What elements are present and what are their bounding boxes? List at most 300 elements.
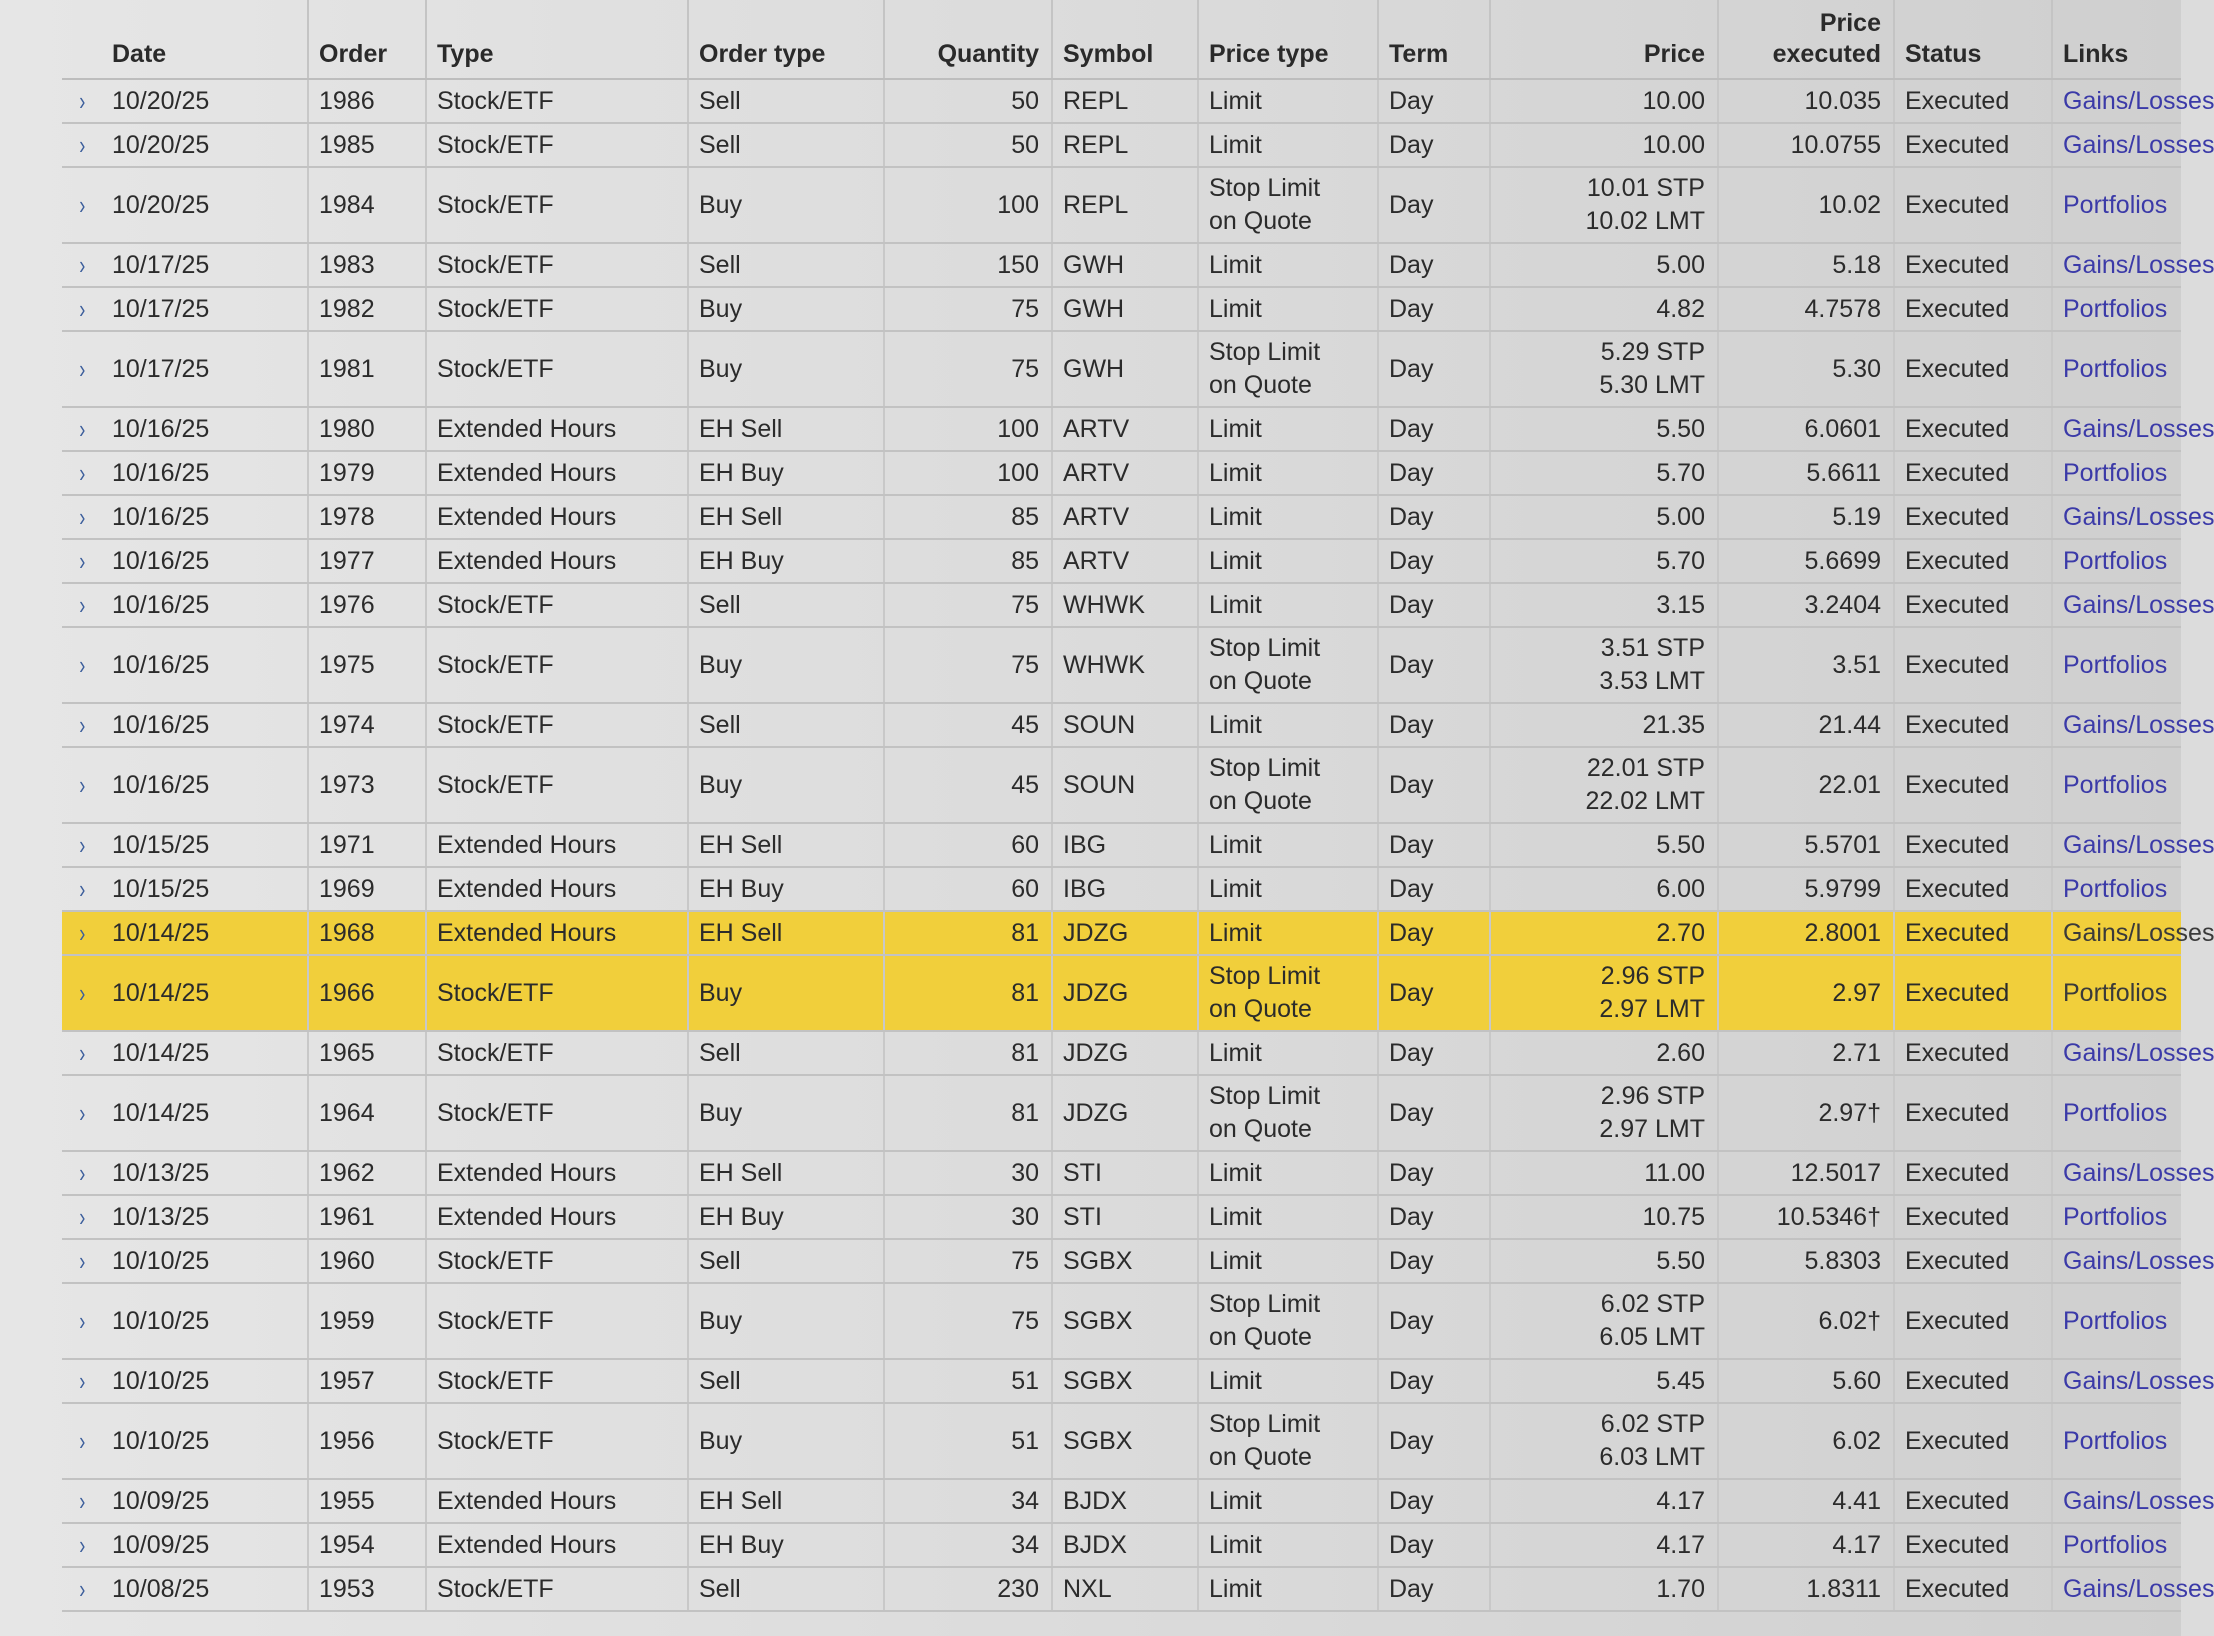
date-cell: 10/10/25	[102, 1403, 308, 1479]
row-link[interactable]: Portfolios	[2063, 294, 2168, 323]
expand-cell[interactable]	[62, 1075, 102, 1151]
row-link[interactable]: Gains/Losses	[2063, 1246, 2214, 1275]
column-header-symbol[interactable]: Symbol	[1052, 0, 1198, 79]
row-link[interactable]: Portfolios	[2063, 1098, 2168, 1127]
table-row[interactable]	[62, 583, 2181, 627]
chevron-right-icon[interactable]: ›	[78, 1245, 86, 1276]
price-type-line2: on Quote	[1209, 1443, 1312, 1471]
quantity-cell: 75	[884, 627, 1052, 703]
price-line2: 3.53 LMT	[1599, 667, 1705, 695]
price-cell	[1490, 1479, 1718, 1523]
price-executed-cell: 5.60	[1718, 1359, 1894, 1403]
order-type-cell: EH Sell	[688, 495, 884, 539]
term-cell: Day	[1378, 1075, 1490, 1151]
type-cell: Extended Hours	[426, 1479, 688, 1523]
price-type-cell	[1198, 1359, 1378, 1403]
chevron-right-icon[interactable]: ›	[78, 1097, 86, 1128]
expand-cell[interactable]	[62, 1031, 102, 1075]
expand-cell[interactable]	[62, 911, 102, 955]
chevron-right-icon[interactable]: ›	[78, 457, 86, 488]
price-cell	[1490, 1359, 1718, 1403]
table-row[interactable]	[62, 1523, 2181, 1567]
date-cell: 10/17/25	[102, 243, 308, 287]
quantity-cell: 75	[884, 1283, 1052, 1359]
chevron-right-icon[interactable]: ›	[78, 829, 86, 860]
expand-cell[interactable]	[62, 955, 102, 1031]
order-type-cell: Buy	[688, 955, 884, 1031]
price-executed-cell: 5.6699	[1718, 539, 1894, 583]
type-cell: Extended Hours	[426, 451, 688, 495]
chevron-right-icon[interactable]: ›	[78, 413, 86, 444]
chevron-right-icon[interactable]: ›	[78, 873, 86, 904]
symbol-cell: SGBX	[1052, 1359, 1198, 1403]
order-type-cell: EH Buy	[688, 451, 884, 495]
order-number-cell: 1979	[308, 451, 426, 495]
status-cell: Executed	[1894, 167, 2052, 243]
price-line1: 10.00	[1642, 86, 1705, 115]
term-cell: Day	[1378, 1359, 1490, 1403]
table-row[interactable]	[62, 1031, 2181, 1075]
row-link[interactable]: Gains/Losses	[2063, 710, 2214, 739]
table-row[interactable]	[62, 539, 2181, 583]
term-cell: Day	[1378, 407, 1490, 451]
expand-cell[interactable]	[62, 747, 102, 823]
price-cell	[1490, 495, 1718, 539]
price-type-line1: Limit	[1209, 502, 1262, 531]
price-line1: 21.35	[1642, 710, 1705, 739]
order-type-cell: Sell	[688, 1567, 884, 1611]
links-cell	[2052, 539, 2181, 583]
table-row[interactable]	[62, 627, 2181, 703]
price-type-line1: Limit	[1209, 1158, 1262, 1187]
row-link[interactable]: Gains/Losses	[2063, 830, 2214, 859]
price-line1: 3.15	[1656, 590, 1705, 619]
price-executed-cell: 6.02	[1718, 1403, 1894, 1479]
price-cell	[1490, 867, 1718, 911]
column-header-term[interactable]: Term	[1378, 0, 1490, 79]
expand-cell[interactable]	[62, 331, 102, 407]
column-header-status[interactable]: Status	[1894, 0, 2052, 79]
type-cell: Extended Hours	[426, 1523, 688, 1567]
price-line1: 4.82	[1656, 294, 1705, 323]
price-line2: 10.02 LMT	[1585, 207, 1705, 235]
chevron-right-icon[interactable]: ›	[78, 589, 86, 620]
price-cell	[1490, 79, 1718, 123]
price-executed-cell: 5.5701	[1718, 823, 1894, 867]
price-executed-cell: 4.17	[1718, 1523, 1894, 1567]
date-cell: 10/17/25	[102, 287, 308, 331]
chevron-right-icon[interactable]: ›	[78, 709, 86, 740]
date-cell: 10/20/25	[102, 167, 308, 243]
links-cell	[2052, 1283, 2181, 1359]
chevron-right-icon[interactable]: ›	[78, 1529, 86, 1560]
links-cell	[2052, 1523, 2181, 1567]
quantity-cell: 75	[884, 1239, 1052, 1283]
symbol-cell: BJDX	[1052, 1479, 1198, 1523]
order-number-cell: 1965	[308, 1031, 426, 1075]
row-link[interactable]: Portfolios	[2063, 1306, 2168, 1335]
type-cell: Extended Hours	[426, 1151, 688, 1195]
row-link[interactable]: Portfolios	[2063, 978, 2168, 1007]
order-number-cell: 1968	[308, 911, 426, 955]
price-cell	[1490, 167, 1718, 243]
table-row[interactable]	[62, 911, 2181, 955]
order-type-cell: Buy	[688, 167, 884, 243]
quantity-cell: 81	[884, 955, 1052, 1031]
expand-cell[interactable]	[62, 495, 102, 539]
table-row[interactable]	[62, 823, 2181, 867]
symbol-cell: JDZG	[1052, 955, 1198, 1031]
row-link[interactable]: Gains/Losses	[2063, 130, 2214, 159]
price-type-line1: Limit	[1209, 130, 1262, 159]
table-row[interactable]	[62, 1479, 2181, 1523]
expand-cell[interactable]	[62, 1479, 102, 1523]
chevron-right-icon[interactable]: ›	[78, 1157, 86, 1188]
row-link[interactable]: Portfolios	[2063, 650, 2168, 679]
type-cell: Stock/ETF	[426, 1075, 688, 1151]
row-link[interactable]: Gains/Losses	[2063, 590, 2214, 619]
date-cell: 10/10/25	[102, 1359, 308, 1403]
row-link[interactable]: Gains/Losses	[2063, 1574, 2214, 1603]
price-type-line1: Limit	[1209, 1486, 1262, 1515]
price-type-line1: Limit	[1209, 830, 1262, 859]
chevron-right-icon[interactable]: ›	[78, 501, 86, 532]
price-executed-cell: 5.6611	[1718, 451, 1894, 495]
row-link[interactable]: Gains/Losses	[2063, 1366, 2214, 1395]
price-cell	[1490, 407, 1718, 451]
symbol-cell: GWH	[1052, 287, 1198, 331]
price-line1: 5.50	[1656, 414, 1705, 443]
term-cell: Day	[1378, 451, 1490, 495]
price-type-line2: on Quote	[1209, 787, 1312, 815]
table-row[interactable]	[62, 407, 2181, 451]
expand-cell[interactable]	[62, 407, 102, 451]
price-executed-cell: 3.51	[1718, 627, 1894, 703]
price-type-line1: Limit	[1209, 546, 1262, 575]
order-number-cell: 1959	[308, 1283, 426, 1359]
expand-cell[interactable]	[62, 123, 102, 167]
expand-cell[interactable]	[62, 167, 102, 243]
table-row[interactable]	[62, 1403, 2181, 1479]
expand-cell[interactable]	[62, 867, 102, 911]
price-type-line1: Limit	[1209, 918, 1262, 947]
table-row[interactable]	[62, 747, 2181, 823]
expand-cell[interactable]	[62, 1283, 102, 1359]
chevron-right-icon[interactable]: ›	[78, 545, 86, 576]
chevron-right-icon[interactable]: ›	[78, 917, 86, 948]
price-executed-cell: 5.18	[1718, 243, 1894, 287]
chevron-right-icon[interactable]: ›	[78, 649, 86, 680]
expand-cell[interactable]	[62, 1151, 102, 1195]
quantity-cell: 85	[884, 539, 1052, 583]
order-number-cell: 1953	[308, 1567, 426, 1611]
type-cell: Extended Hours	[426, 911, 688, 955]
expand-cell[interactable]	[62, 539, 102, 583]
price-type-cell	[1198, 1479, 1378, 1523]
date-cell: 10/16/25	[102, 747, 308, 823]
chevron-right-icon[interactable]: ›	[78, 977, 86, 1008]
table-row[interactable]	[62, 1567, 2181, 1611]
chevron-right-icon[interactable]: ›	[78, 769, 86, 800]
expand-cell[interactable]	[62, 79, 102, 123]
type-cell: Stock/ETF	[426, 1031, 688, 1075]
expand-cell[interactable]	[62, 1359, 102, 1403]
date-cell: 10/14/25	[102, 955, 308, 1031]
table-row[interactable]	[62, 1239, 2181, 1283]
price-line1: 5.00	[1656, 502, 1705, 531]
price-cell	[1490, 747, 1718, 823]
row-link[interactable]: Gains/Losses	[2063, 86, 2214, 115]
price-type-cell	[1198, 1403, 1378, 1479]
status-cell: Executed	[1894, 911, 2052, 955]
quantity-cell: 75	[884, 583, 1052, 627]
column-header-date[interactable]: Date	[102, 0, 308, 79]
expand-cell[interactable]	[62, 451, 102, 495]
order-type-cell: EH Sell	[688, 407, 884, 451]
column-header-quantity[interactable]: Quantity	[884, 0, 1052, 79]
column-header-type[interactable]: Type	[426, 0, 688, 79]
price-type-line1: Limit	[1209, 86, 1262, 115]
price-executed-cell: 1.8311	[1718, 1567, 1894, 1611]
price-type-line1: Limit	[1209, 1366, 1262, 1395]
quantity-cell: 100	[884, 407, 1052, 451]
links-cell	[2052, 407, 2214, 451]
price-type-cell	[1198, 167, 1378, 243]
row-link[interactable]: Gains/Losses	[2063, 250, 2214, 279]
quantity-cell: 45	[884, 747, 1052, 823]
table-row[interactable]	[62, 451, 2181, 495]
price-cell	[1490, 1195, 1718, 1239]
date-cell: 10/20/25	[102, 79, 308, 123]
price-line1: 4.17	[1656, 1530, 1705, 1559]
table-row[interactable]	[62, 243, 2181, 287]
date-cell: 10/15/25	[102, 823, 308, 867]
price-line1: 5.70	[1656, 546, 1705, 575]
price-line1: 5.00	[1656, 250, 1705, 279]
term-cell: Day	[1378, 1031, 1490, 1075]
chevron-right-icon[interactable]: ›	[78, 1365, 86, 1396]
row-link[interactable]: Portfolios	[2063, 190, 2168, 219]
chevron-right-icon[interactable]: ›	[78, 129, 86, 160]
expand-cell[interactable]	[62, 1239, 102, 1283]
price-cell	[1490, 451, 1718, 495]
status-cell: Executed	[1894, 1031, 2052, 1075]
status-cell: Executed	[1894, 243, 2052, 287]
price-executed-cell: 2.97	[1718, 955, 1894, 1031]
price-cell	[1490, 243, 1718, 287]
price-type-cell	[1198, 331, 1378, 407]
price-type-line1: Stop Limit	[1209, 754, 1321, 782]
table-row[interactable]	[62, 287, 2181, 331]
table-row[interactable]	[62, 1075, 2181, 1151]
price-cell	[1490, 823, 1718, 867]
row-link[interactable]: Portfolios	[2063, 1202, 2168, 1231]
table-row[interactable]	[62, 167, 2181, 243]
table-row[interactable]	[62, 331, 2181, 407]
type-cell: Stock/ETF	[426, 1567, 688, 1611]
order-type-cell: EH Sell	[688, 823, 884, 867]
chevron-right-icon[interactable]: ›	[78, 1425, 86, 1456]
expand-cell[interactable]	[62, 583, 102, 627]
column-header-order[interactable]: Order	[308, 0, 426, 79]
chevron-right-icon[interactable]: ›	[78, 1305, 86, 1336]
links-cell	[2052, 1479, 2214, 1523]
price-executed-cell: 5.30	[1718, 331, 1894, 407]
table-row[interactable]	[62, 955, 2181, 1031]
row-link[interactable]: Portfolios	[2063, 546, 2168, 575]
price-line1: 10.01 STP	[1586, 174, 1705, 202]
expand-cell[interactable]	[62, 823, 102, 867]
status-cell: Executed	[1894, 583, 2052, 627]
chevron-right-icon[interactable]: ›	[78, 1485, 86, 1516]
price-type-cell	[1198, 1031, 1378, 1075]
table-row[interactable]	[62, 867, 2181, 911]
table-row[interactable]	[62, 123, 2181, 167]
table-row[interactable]	[62, 1359, 2181, 1403]
expand-cell[interactable]	[62, 243, 102, 287]
chevron-right-icon[interactable]: ›	[78, 249, 86, 280]
expand-cell[interactable]	[62, 1195, 102, 1239]
price-line1: 2.96 STP	[1600, 962, 1705, 990]
order-rows	[62, 79, 2214, 1611]
expand-cell[interactable]	[62, 1567, 102, 1611]
expand-header	[62, 0, 102, 79]
date-cell: 10/14/25	[102, 1075, 308, 1151]
quantity-cell: 30	[884, 1151, 1052, 1195]
row-link[interactable]: Gains/Losses	[2063, 918, 2214, 947]
expand-cell[interactable]	[62, 627, 102, 703]
price-line1: 10.00	[1642, 130, 1705, 159]
expand-cell[interactable]	[62, 703, 102, 747]
price-type-cell	[1198, 867, 1378, 911]
row-link[interactable]: Portfolios	[2063, 458, 2168, 487]
row-link[interactable]: Portfolios	[2063, 770, 2168, 799]
price-type-line2: on Quote	[1209, 371, 1312, 399]
order-type-cell: Sell	[688, 1239, 884, 1283]
row-link[interactable]: Gains/Losses	[2063, 1038, 2214, 1067]
row-link[interactable]: Gains/Losses	[2063, 1158, 2214, 1187]
date-cell: 10/13/25	[102, 1151, 308, 1195]
chevron-right-icon[interactable]: ›	[78, 1573, 86, 1604]
status-cell: Executed	[1894, 823, 2052, 867]
table-row[interactable]	[62, 1283, 2181, 1359]
price-type-cell	[1198, 407, 1378, 451]
row-link[interactable]: Portfolios	[2063, 354, 2168, 383]
type-cell: Stock/ETF	[426, 1359, 688, 1403]
order-type-cell: EH Buy	[688, 1523, 884, 1567]
status-cell: Executed	[1894, 79, 2052, 123]
status-cell: Executed	[1894, 1195, 2052, 1239]
links-cell	[2052, 79, 2214, 123]
date-cell: 10/10/25	[102, 1239, 308, 1283]
column-header-price-executed[interactable]: Price executed	[1718, 0, 1894, 79]
symbol-cell: STI	[1052, 1151, 1198, 1195]
order-number-cell: 1974	[308, 703, 426, 747]
status-cell: Executed	[1894, 539, 2052, 583]
table-row[interactable]	[62, 1151, 2181, 1195]
chevron-right-icon[interactable]: ›	[78, 1201, 86, 1232]
date-cell: 10/09/25	[102, 1479, 308, 1523]
price-cell	[1490, 1075, 1718, 1151]
links-cell	[2052, 1031, 2214, 1075]
date-cell: 10/20/25	[102, 123, 308, 167]
symbol-cell: WHWK	[1052, 583, 1198, 627]
order-type-cell: Sell	[688, 1359, 884, 1403]
price-type-cell	[1198, 287, 1378, 331]
type-cell: Stock/ETF	[426, 955, 688, 1031]
price-line1: 6.00	[1656, 874, 1705, 903]
column-header-order-type[interactable]: Order type	[688, 0, 884, 79]
table-row[interactable]	[62, 1195, 2181, 1239]
chevron-right-icon[interactable]: ›	[78, 1037, 86, 1068]
chevron-right-icon[interactable]: ›	[78, 85, 86, 116]
links-cell	[2052, 823, 2214, 867]
quantity-cell: 30	[884, 1195, 1052, 1239]
price-type-line2: on Quote	[1209, 995, 1312, 1023]
type-cell: Stock/ETF	[426, 287, 688, 331]
status-cell: Executed	[1894, 451, 2052, 495]
row-link[interactable]: Gains/Losses	[2063, 1486, 2214, 1515]
row-link[interactable]: Gains/Losses	[2063, 502, 2214, 531]
date-cell: 10/17/25	[102, 331, 308, 407]
price-type-cell	[1198, 451, 1378, 495]
column-header-price-type[interactable]: Price type	[1198, 0, 1378, 79]
expand-cell[interactable]	[62, 1523, 102, 1567]
row-link[interactable]: Portfolios	[2063, 1426, 2168, 1455]
order-number-cell: 1984	[308, 167, 426, 243]
chevron-right-icon[interactable]: ›	[78, 353, 86, 384]
table-row[interactable]	[62, 703, 2181, 747]
price-type-cell	[1198, 1567, 1378, 1611]
links-cell	[2052, 331, 2181, 407]
row-link[interactable]: Portfolios	[2063, 1530, 2168, 1559]
term-cell: Day	[1378, 1403, 1490, 1479]
quantity-cell: 50	[884, 123, 1052, 167]
term-cell: Day	[1378, 1479, 1490, 1523]
price-line1: 1.70	[1656, 1574, 1705, 1603]
date-cell: 10/16/25	[102, 539, 308, 583]
chevron-right-icon[interactable]: ›	[78, 293, 86, 324]
price-line2: 5.30 LMT	[1599, 371, 1705, 399]
order-type-cell: Buy	[688, 627, 884, 703]
symbol-cell: JDZG	[1052, 911, 1198, 955]
date-cell: 10/14/25	[102, 1031, 308, 1075]
symbol-cell: JDZG	[1052, 1075, 1198, 1151]
price-type-line1: Limit	[1209, 1202, 1262, 1231]
order-type-cell: Buy	[688, 331, 884, 407]
table-row[interactable]	[62, 79, 2181, 123]
term-cell: Day	[1378, 1151, 1490, 1195]
price-cell	[1490, 123, 1718, 167]
chevron-right-icon[interactable]: ›	[78, 189, 86, 220]
links-cell	[2052, 495, 2214, 539]
price-cell	[1490, 287, 1718, 331]
type-cell: Stock/ETF	[426, 703, 688, 747]
price-type-cell	[1198, 1239, 1378, 1283]
type-cell: Stock/ETF	[426, 1239, 688, 1283]
price-cell	[1490, 911, 1718, 955]
table-row[interactable]	[62, 495, 2181, 539]
expand-cell[interactable]	[62, 287, 102, 331]
status-cell: Executed	[1894, 123, 2052, 167]
date-cell: 10/16/25	[102, 407, 308, 451]
row-link[interactable]: Portfolios	[2063, 874, 2168, 903]
term-cell: Day	[1378, 747, 1490, 823]
order-number-cell: 1978	[308, 495, 426, 539]
row-link[interactable]: Gains/Losses	[2063, 414, 2214, 443]
column-header-price[interactable]: Price	[1490, 0, 1718, 79]
expand-cell[interactable]	[62, 1403, 102, 1479]
